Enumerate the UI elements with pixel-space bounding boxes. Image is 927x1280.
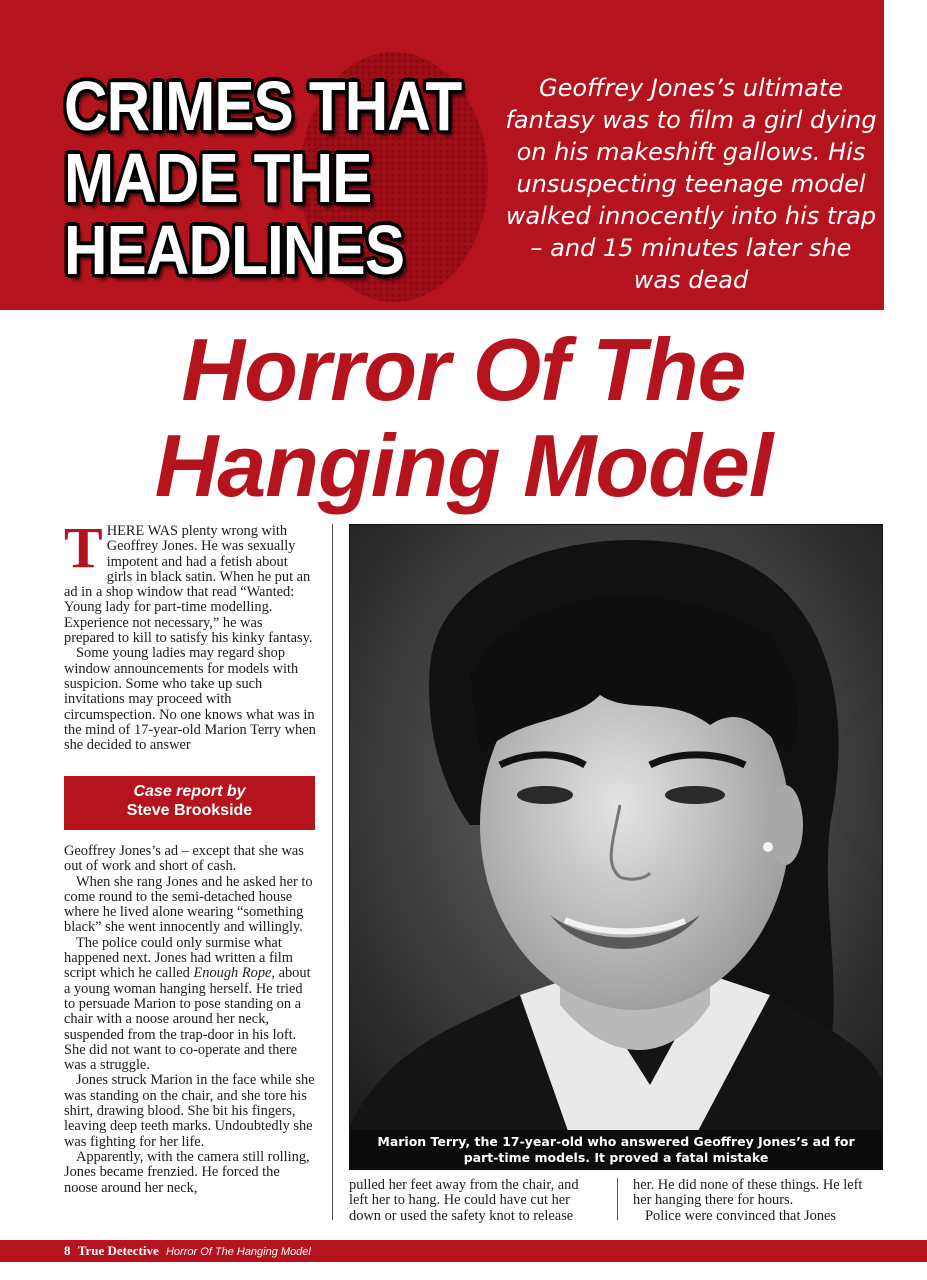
article-paragraph (64, 515, 316, 647)
page-number: 8 (64, 1243, 71, 1258)
article-paragraph (64, 936, 316, 1074)
series-title-line: HEADLINES (64, 211, 405, 289)
article-paragraph: her. He did none of these things. He left her hanging there for hours. (633, 1177, 863, 1209)
byline-kicker: Case report by (133, 783, 246, 800)
series-title (64, 67, 462, 289)
article-column-1-top (64, 515, 316, 754)
article-headline (0, 322, 927, 514)
article-paragraph: Jones struck Marion in the face while she was standing on the chair, and she tore his shirt, drawing blood. She bit his fingers, leaving deep teeth marks. Undoubtedly she was fighting for her life. (64, 1072, 315, 1150)
article-column-3 (633, 1178, 883, 1224)
film-title: Enough Rope (193, 965, 272, 982)
portrait-illustration (350, 525, 883, 1170)
paragraph-text: HERE WAS plenty wrong with Geoffrey Jones. He was sexually impotent and had a fetish about girls in black satin. When he put an ad in a shop window that read “Wanted: Young lady for part-time modelling. Experience not necessary,” he was prepared to kill to satisfy his kinky fantasy. (64, 523, 313, 647)
headline-line: Horror Of The (181, 320, 746, 419)
article-paragraph: Police were convinced that Jones (645, 1207, 837, 1224)
byline-author: Steve Brookside (126, 802, 253, 819)
column-divider (617, 1178, 618, 1220)
series-title-line: MADE THE (64, 139, 372, 217)
page-footer (64, 1243, 311, 1259)
header-band (0, 0, 884, 310)
column-divider (332, 524, 333, 1220)
article-paragraph: Apparently, with the camera still rolling, Jones became frenzied. He forced the noose around her neck, (64, 1148, 310, 1196)
drop-cap: T (64, 515, 103, 580)
byline-box (64, 776, 315, 830)
article-column-1-bottom (64, 844, 316, 1196)
headline-line: Hanging Model (154, 416, 773, 515)
article-column-2 (349, 1178, 601, 1224)
portrait-photo (349, 524, 883, 1170)
article-paragraph: Geoffrey Jones’s ad – except that she was out of work and short of cash. (64, 843, 304, 875)
article-paragraph: pulled her feet away from the chair, and left her to hang. He could have cut her down or used the safety knot to release (349, 1177, 579, 1224)
paragraph-text: The police could only surmise what happened next. Jones had written a film script which he called (64, 934, 293, 982)
photo-caption: Marion Terry, the 17-year-old who answered Geoffrey Jones’s ad for part-time models. It proved a fatal mistake (350, 1130, 882, 1169)
article-paragraph: When she rang Jones and he asked her to come round to the semi-detached house where he lived alone wearing “something black” she went innocently and willingly. (64, 873, 313, 936)
magazine-name: True Detective (77, 1243, 159, 1258)
standfirst: Geoffrey Jones’s ultimate fantasy was to film a girl dying on his makeshift gallows. His unsuspecting teenage model walked innocently into his trap – and 15 minutes later she was dead (505, 74, 877, 294)
series-title-line: CRIMES THAT (64, 67, 462, 145)
article-paragraph: Some young ladies may regard shop window announcements for models with suspicion. Some who take up such invitations may proceed with circumspection. No one knows what was in the mind of 17-year-old Marion Terry when she decided to answer (64, 645, 316, 754)
paragraph-text: , about a young woman hanging herself. He tried to persuade Marion to pose standing on a chair with a noose around her neck, suspended from the trap-door in his loft. She did not want to co-operate and there was a struggle. (64, 965, 311, 1074)
footer-story-title: Horror Of The Hanging Model (165, 1246, 311, 1258)
